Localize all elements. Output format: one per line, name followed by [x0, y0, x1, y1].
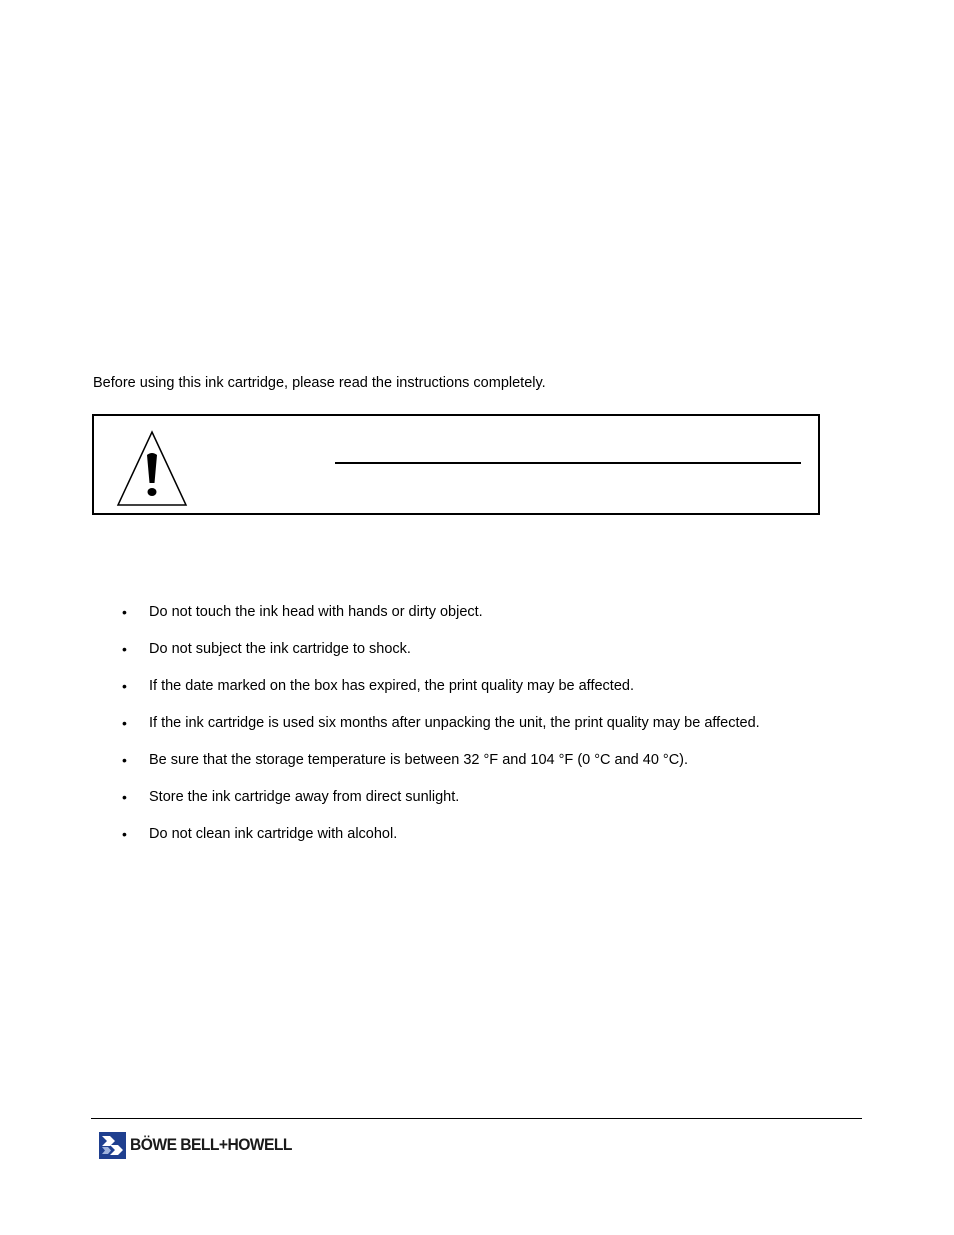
list-item-text: Be sure that the storage temperature is between 32 °F and 104 °F (0 °C and 40 °C). [149, 752, 689, 768]
list-item [120, 788, 760, 825]
list-item-text: Do not clean ink cartridge with alcohol. [149, 826, 398, 842]
list-item-text: Do not touch the ink head with hands or dirty object. [149, 604, 483, 620]
warning-underline [335, 462, 801, 464]
warning-box [92, 414, 820, 515]
company-logo-text: BÖWE BELL+HOWELL [130, 1135, 292, 1154]
list-item [120, 714, 760, 751]
list-item-text: Store the ink cartridge away from direct sunlight. [149, 789, 460, 805]
company-logo-icon [99, 1132, 126, 1159]
bullet-icon: • [122, 715, 127, 731]
bullet-icon: • [122, 678, 127, 694]
footer-divider [91, 1118, 862, 1119]
list-item [120, 603, 760, 640]
list-item [120, 751, 760, 788]
warning-triangle-icon [116, 430, 188, 507]
company-logo [99, 1131, 306, 1159]
bullet-icon: • [122, 789, 127, 805]
bullet-icon: • [122, 641, 127, 657]
list-item-text: If the ink cartridge is used six months after unpacking the unit, the print quality may be affected. [149, 715, 760, 731]
bullet-icon: • [122, 826, 127, 842]
bullet-icon: • [122, 604, 127, 620]
list-item [120, 825, 760, 862]
list-item [120, 677, 760, 714]
list-item [120, 640, 760, 677]
bullet-icon: • [122, 752, 127, 768]
intro-text: Before using this ink cartridge, please read the instructions completely. [93, 375, 546, 391]
precautions-list [120, 603, 760, 862]
list-item-text: If the date marked on the box has expired, the print quality may be affected. [149, 678, 634, 694]
list-item-text: Do not subject the ink cartridge to shock. [149, 641, 411, 657]
